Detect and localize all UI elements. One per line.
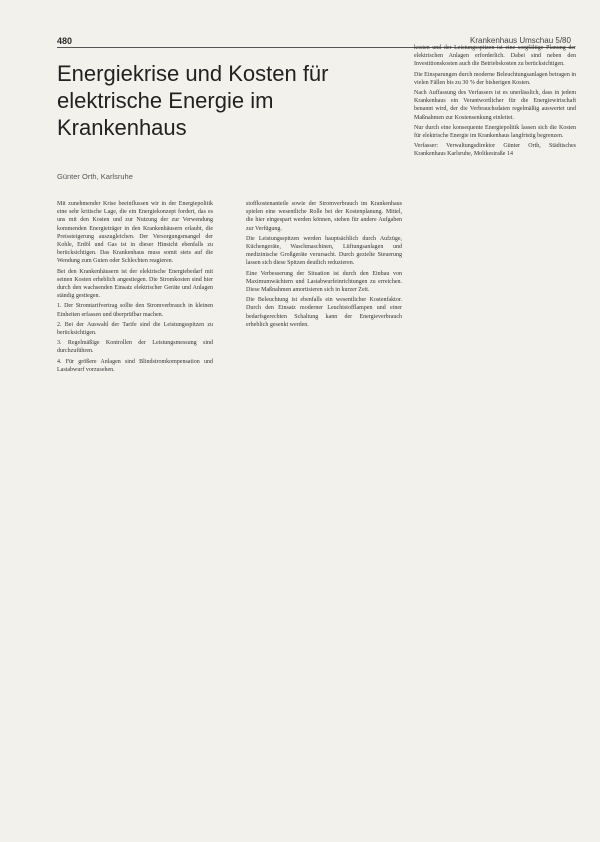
paragraph: stoffkostenanteile sowie der Stromverbrauch im Krankenhaus spielen eine wesentliche Rolle bei der Kostenplanung. Mittel, die hier eingespart werden können, stehen für andere Aufgaben zur Verfügung. <box>246 201 402 232</box>
paragraph: 4. Für größere Anlagen sind Blindstromkompensation und Lastabwurf vorzusehen. <box>57 358 213 373</box>
paragraph: 3. Regelmäßige Kontrollen der Leistungsmessung sind durchzuführen. <box>57 340 213 355</box>
paragraph: Nach Auffassung des Verfassers ist es unerlässlich, dass in jedem Krankenhaus ein Verantwortlicher für die Energiewirtschaft benannt wird, der die Verbrauchsdaten regelmäßig auswertet und Maßnahmen zur Kostensenkung einleitet. <box>414 90 576 121</box>
text-column-1 <box>57 200 213 376</box>
text-column-3 <box>414 44 576 161</box>
paragraph: Mit zunehmender Krise beeinflussen wir in der Energiepolitik eine sehr kritische Lage, die ein Energiekonzept fordert, das es uns mit den Kosten und zur Nutzung der zur Verwendung kommenden Energieträger in den Krankenhäusern erlaubt, die Preissteigerung auszugleichen. Der Versorgungsmangel der Kohle, Erdöl und Gas ist in dieser Hinsicht ebenfalls zu berücksichtigen. Das Krankenhaus muss somit stets auf die Wendung zum Guten oder Schlechten reagieren. <box>57 201 213 265</box>
paragraph: Nur durch eine konsequente Energiepolitik lassen sich die Kosten für elektrische Energie im Krankenhaus langfristig begrenzen. <box>414 124 576 140</box>
paragraph: Die Beleuchtung ist ebenfalls ein wesentlicher Kostenfaktor. Durch den Einsatz moderner Leuchtstofflampen und einer bedarfsgerechten Schaltung kann der Energieverbrauch erheblich gesenkt werden. <box>246 297 402 328</box>
article-author: Günter Orth, Karlsruhe <box>57 172 133 181</box>
author-note: Verfasser: Verwaltungsdirektor Günter Orth, Städtisches Krankenhaus Karlsruhe, Moltkestraße 14 <box>414 143 576 158</box>
text-column-2 <box>246 200 402 331</box>
page-number: 480 <box>57 36 73 46</box>
paragraph: Die Einsparungen durch moderne Beleuchtungsanlagen betragen in vielen Fällen bis zu 30 % der bisherigen Kosten. <box>414 71 576 86</box>
paragraph: 1. Der Stromtarifvertrag sollte den Stromverbrauch in kleinen Einheiten erfassen und überprüfbar machen. <box>57 303 213 318</box>
journal-name: Krankenhaus Umschau 5/80 <box>470 36 571 45</box>
paragraph: Eine Verbesserung der Situation ist durch den Einbau von Maximumwächtern und Lastabwurfeinrichtungen zu erreichen. Diese Maßnahmen amortisieren sich in kurzer Zeit. <box>246 270 402 294</box>
paragraph: 2. Bei der Auswahl der Tarife sind die Leistungsspitzen zu berücksichtigen. <box>57 321 213 337</box>
paragraph: Bei den Krankenhäusern ist der elektrische Energiebedarf mit seinen Kosten erheblich angestiegen. Die Stromkosten sind hier durch den wachsenden Einsatz elektrischer Geräte und Anlagen ständig gestiegen. <box>57 268 213 300</box>
paragraph: kosten und der Leistungsspitzen ist eine sorgfältige Planung der elektrischen Anlagen erforderlich. Dabei sind neben den Investitionskosten auch die Betriebskosten zu berücksichtigen. <box>414 45 576 68</box>
paragraph: Die Leistungsspitzen werden hauptsächlich durch Aufzüge, Küchengeräte, Waschmaschinen, Lüftungsanlagen und medizinische Großgeräte verursacht. Durch gezielte Steuerung lassen sich diese Spitzen deutlich reduzieren. <box>246 235 402 267</box>
article-title: Energiekrise und Kosten für elektrische Energie im Krankenhaus <box>57 61 329 140</box>
